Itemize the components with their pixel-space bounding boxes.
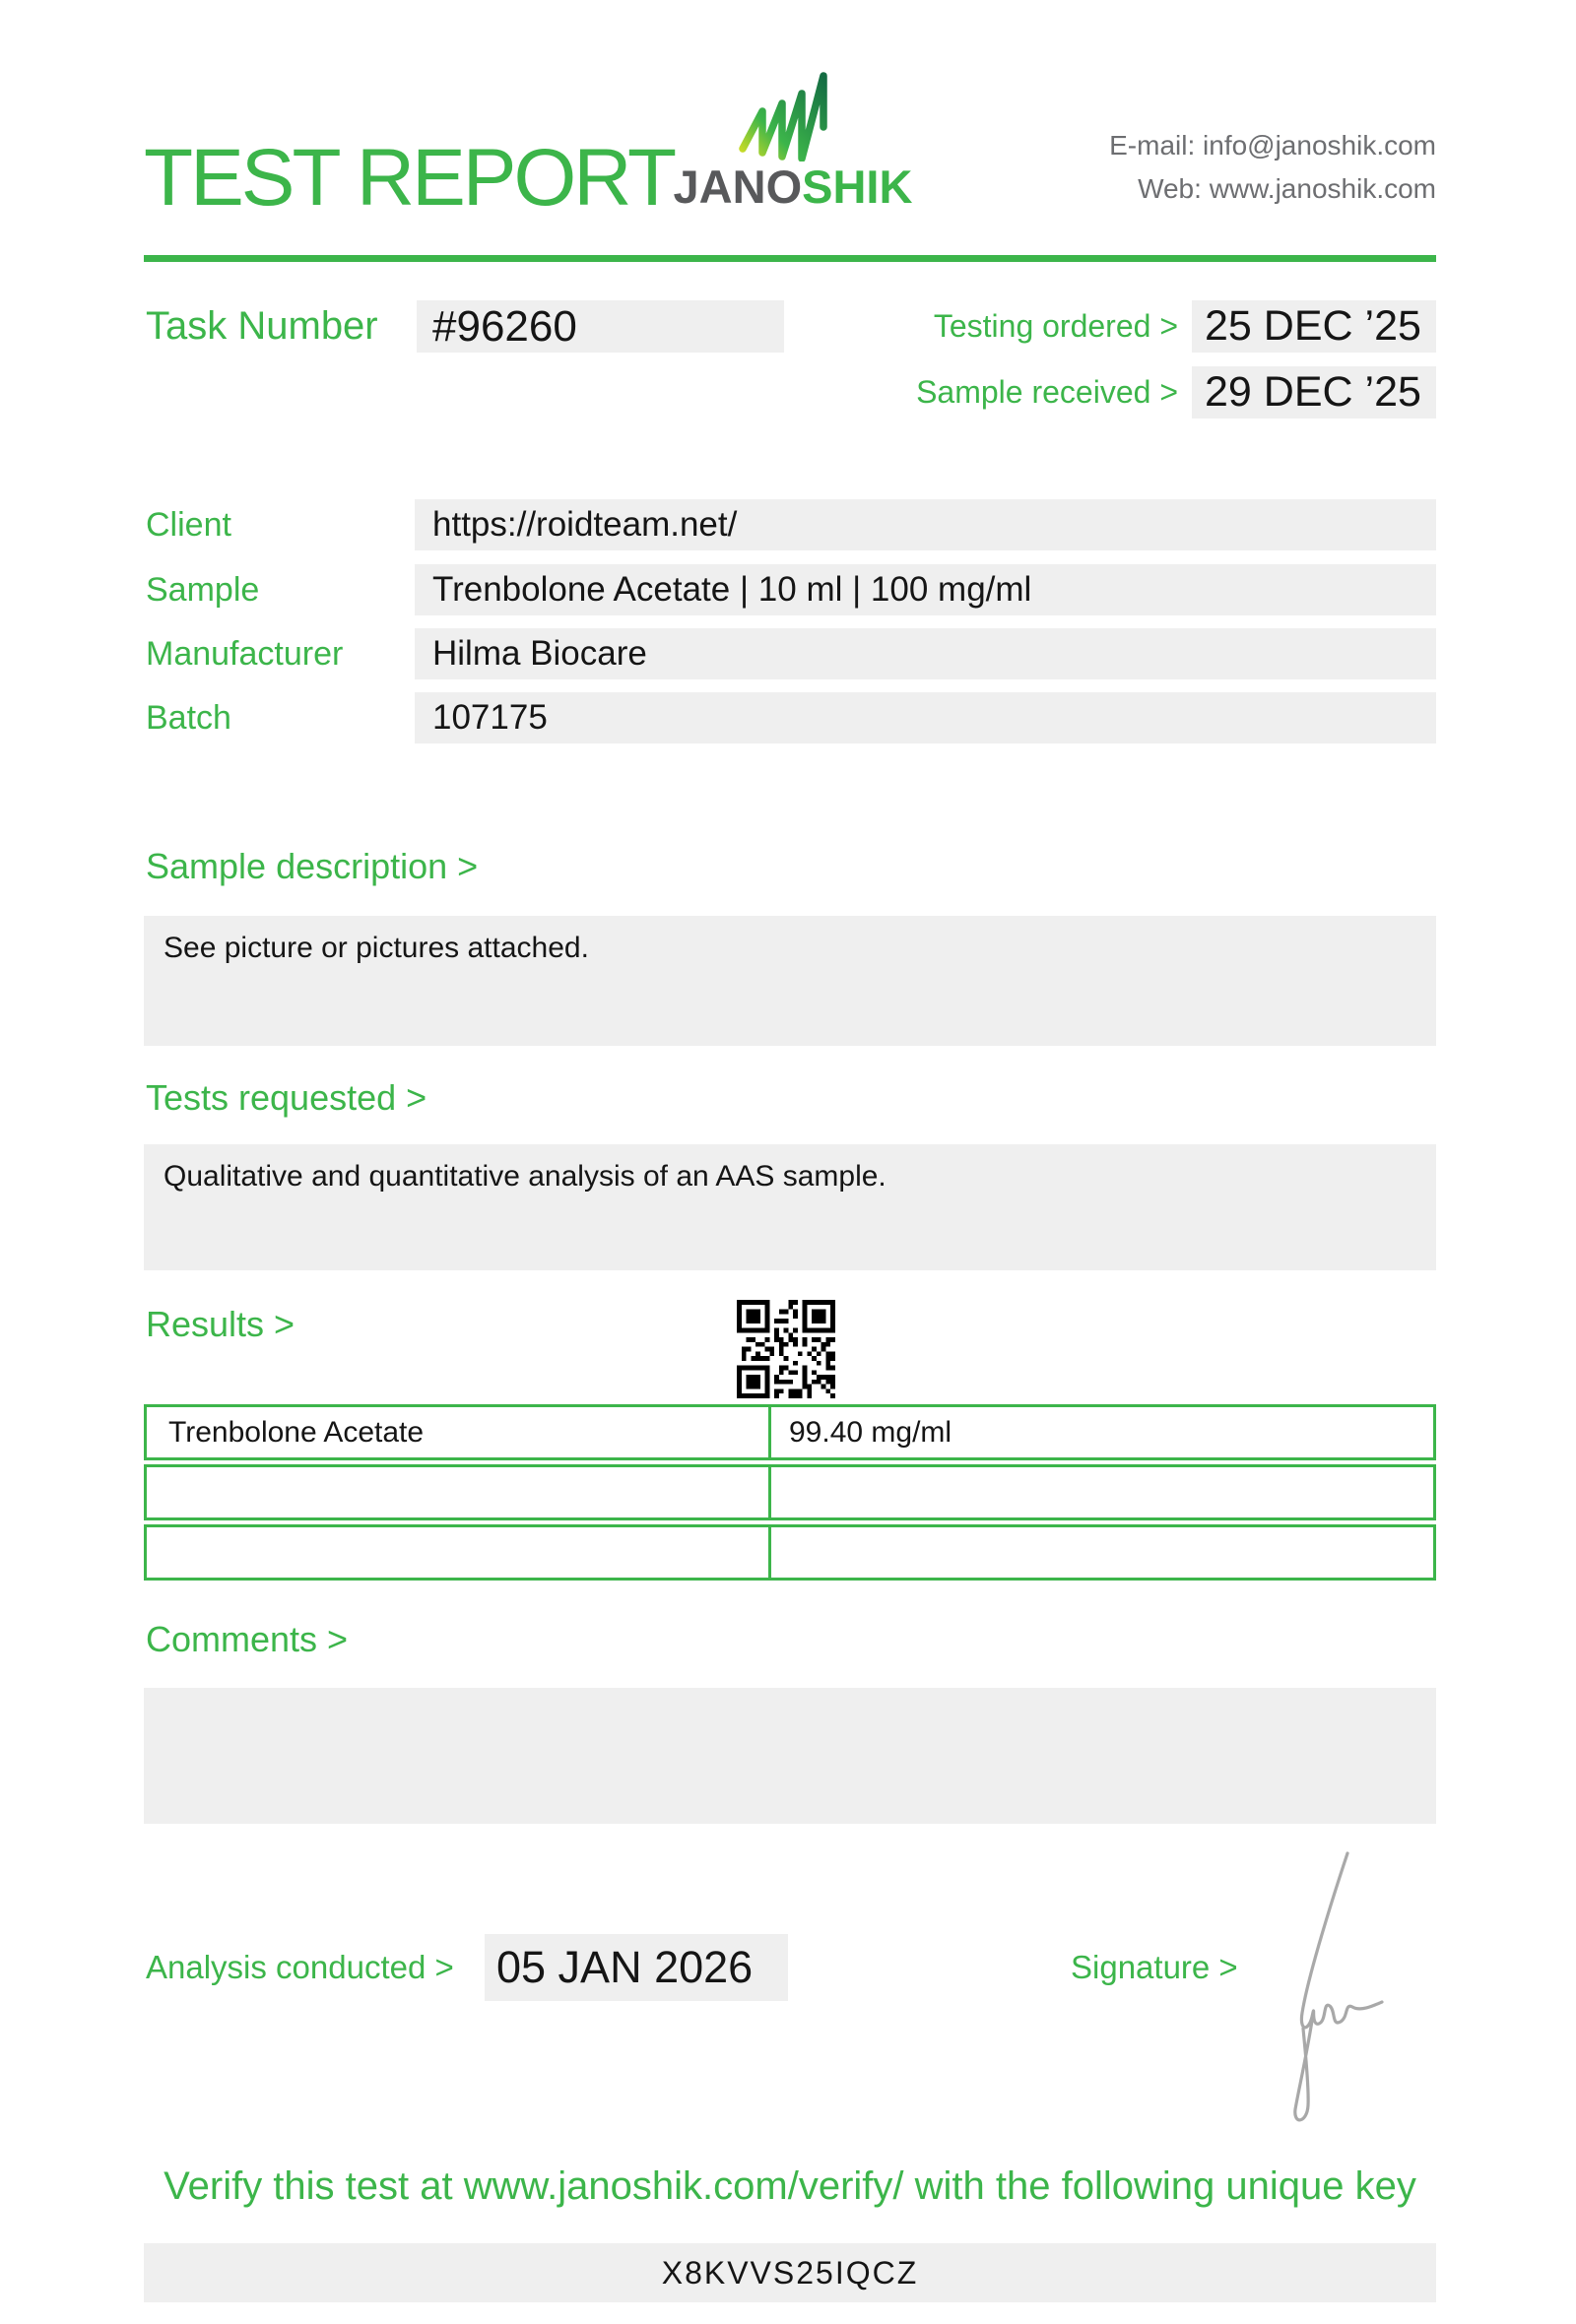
tests-requested-heading: Tests requested > [146, 1077, 427, 1118]
tests-requested-box: Qualitative and quantitative analysis of an AAS sample. [144, 1144, 1436, 1270]
result-row [144, 1464, 1436, 1520]
page-title: TEST REPORT [144, 133, 675, 223]
result-row [144, 1404, 1436, 1460]
info-label-batch: Batch [146, 699, 231, 737]
result-value-cell [768, 1524, 1436, 1581]
info-value-sample: Trenbolone Acetate | 10 ml | 100 mg/ml [415, 564, 1436, 615]
result-name-cell [144, 1464, 771, 1520]
web-line: Web: www.janoshik.com [1138, 173, 1436, 204]
verify-text: Verify this test at www.janoshik.com/verify/ with the following unique key [164, 2164, 1416, 2208]
result-name-cell [144, 1524, 771, 1581]
task-number-label: Task Number [146, 304, 378, 348]
header-divider [144, 255, 1436, 262]
sample-received-value: 29 DEC ’25 [1192, 366, 1436, 419]
logo-text-jano: JANO [673, 161, 803, 213]
task-number-value: #96260 [417, 300, 784, 353]
email-line: E-mail: info@janoshik.com [1109, 130, 1436, 161]
sample-received-label: Sample received > [916, 374, 1178, 410]
analysis-date-value: 05 JAN 2026 [485, 1934, 788, 2001]
sample-description-heading: Sample description > [146, 846, 479, 886]
info-value-batch: 107175 [415, 692, 1436, 743]
contact-info [1109, 124, 1436, 211]
results-heading: Results > [146, 1304, 296, 1344]
info-label-sample: Sample [146, 571, 260, 609]
analysis-conducted-label: Analysis conducted > [146, 1949, 454, 1985]
logo-chart-icon [737, 69, 839, 161]
testing-ordered-label: Testing ordered > [933, 308, 1178, 344]
info-value-client: https://roidteam.net/ [415, 499, 1436, 550]
results-table [144, 1404, 1436, 1584]
logo-wordmark [670, 161, 916, 213]
testing-ordered-value: 25 DEC ’25 [1192, 300, 1436, 353]
info-label-client: Client [146, 506, 231, 544]
result-name-cell: Trenbolone Acetate [144, 1404, 771, 1460]
logo-text-shik: SHIK [802, 161, 913, 213]
result-row [144, 1524, 1436, 1581]
result-value-cell: 99.40 mg/ml [768, 1404, 1436, 1460]
sample-description-box: See picture or pictures attached. [144, 916, 1436, 1046]
verify-key: X8KVVS25IQCZ [144, 2243, 1436, 2302]
info-value-manufacturer: Hilma Biocare [415, 628, 1436, 679]
signature-label: Signature > [1071, 1949, 1238, 1985]
comments-box [144, 1688, 1436, 1824]
info-label-manufacturer: Manufacturer [146, 635, 344, 673]
signature-image [1253, 1847, 1399, 2135]
qr-code [737, 1300, 835, 1398]
comments-heading: Comments > [146, 1619, 349, 1659]
result-value-cell [768, 1464, 1436, 1520]
